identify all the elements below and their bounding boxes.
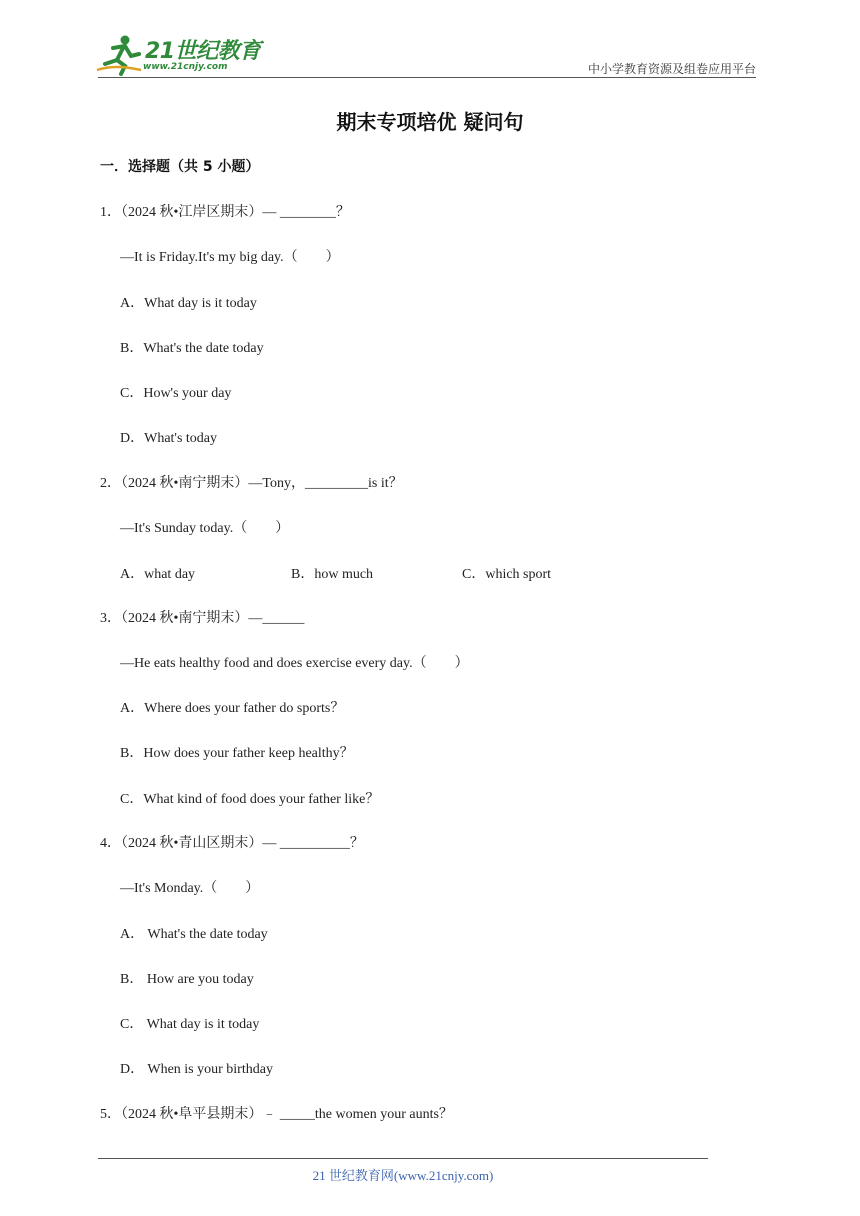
question-2-stem: 2．（2024 秋•南宁期末）—Tony，_________is it？ xyxy=(100,476,403,491)
question-3-dialogue: —He eats healthy food and does exercise every day.（ ） xyxy=(120,656,469,671)
question-4-option-b: B． How are you today xyxy=(120,972,254,987)
question-3-option-a: A．Where does your father do sports？ xyxy=(120,701,345,716)
question-1-dialogue: —It is Friday.It's my big day.（ ） xyxy=(120,250,340,265)
logo-url: www.21cnjy.com xyxy=(143,62,228,72)
page-header xyxy=(0,0,860,80)
question-1-option-b: B．What's the date today xyxy=(120,341,264,356)
question-2-dialogue: —It's Sunday today.（ ） xyxy=(120,521,290,536)
footer-text: 21 世纪教育网(www.21cnjy.com) xyxy=(312,1168,494,1183)
question-1-stem: 1．（2024 秋•江岸区期末）— ________？ xyxy=(100,205,350,220)
question-3-option-c: C．What kind of food does your father like？ xyxy=(120,792,380,807)
footer-divider xyxy=(98,1158,708,1159)
question-1-option-d: D．What's today xyxy=(120,431,218,446)
logo xyxy=(95,34,265,78)
question-4-option-a: A． What's the date today xyxy=(120,927,268,942)
question-3-option-b: B．How does your father keep healthy？ xyxy=(120,746,354,761)
section-heading: 一．选择题（共 5 小题） xyxy=(100,159,260,175)
question-2-option-a: A．what day xyxy=(120,567,196,582)
question-4-stem: 4．（2024 秋•青山区期末）— __________？ xyxy=(100,836,364,851)
question-4-dialogue: —It's Monday.（ ） xyxy=(120,881,260,896)
runner-logo-icon xyxy=(95,34,143,76)
question-2-option-c: C．which sport xyxy=(462,567,552,582)
question-2-option-b: B．how much xyxy=(291,567,374,582)
question-5-stem: 5．（2024 秋•阜平县期末）﹣ _____the women your aunts？ xyxy=(100,1107,453,1122)
logo-text: 21世纪教育 xyxy=(145,39,261,64)
question-1-option-c: C．How's your day xyxy=(120,386,232,401)
header-divider xyxy=(98,77,756,78)
question-1-option-a: A．What day is it today xyxy=(120,296,257,311)
question-3-stem: 3．（2024 秋•南宁期末）—______ xyxy=(100,611,305,626)
question-4-option-c: C． What day is it today xyxy=(120,1017,260,1032)
header-platform-text: 中小学教育资源及组卷应用平台 xyxy=(587,62,756,76)
page-title: 期末专项培优 疑问句 xyxy=(336,110,524,134)
question-4-option-d: D． When is your birthday xyxy=(120,1062,273,1077)
